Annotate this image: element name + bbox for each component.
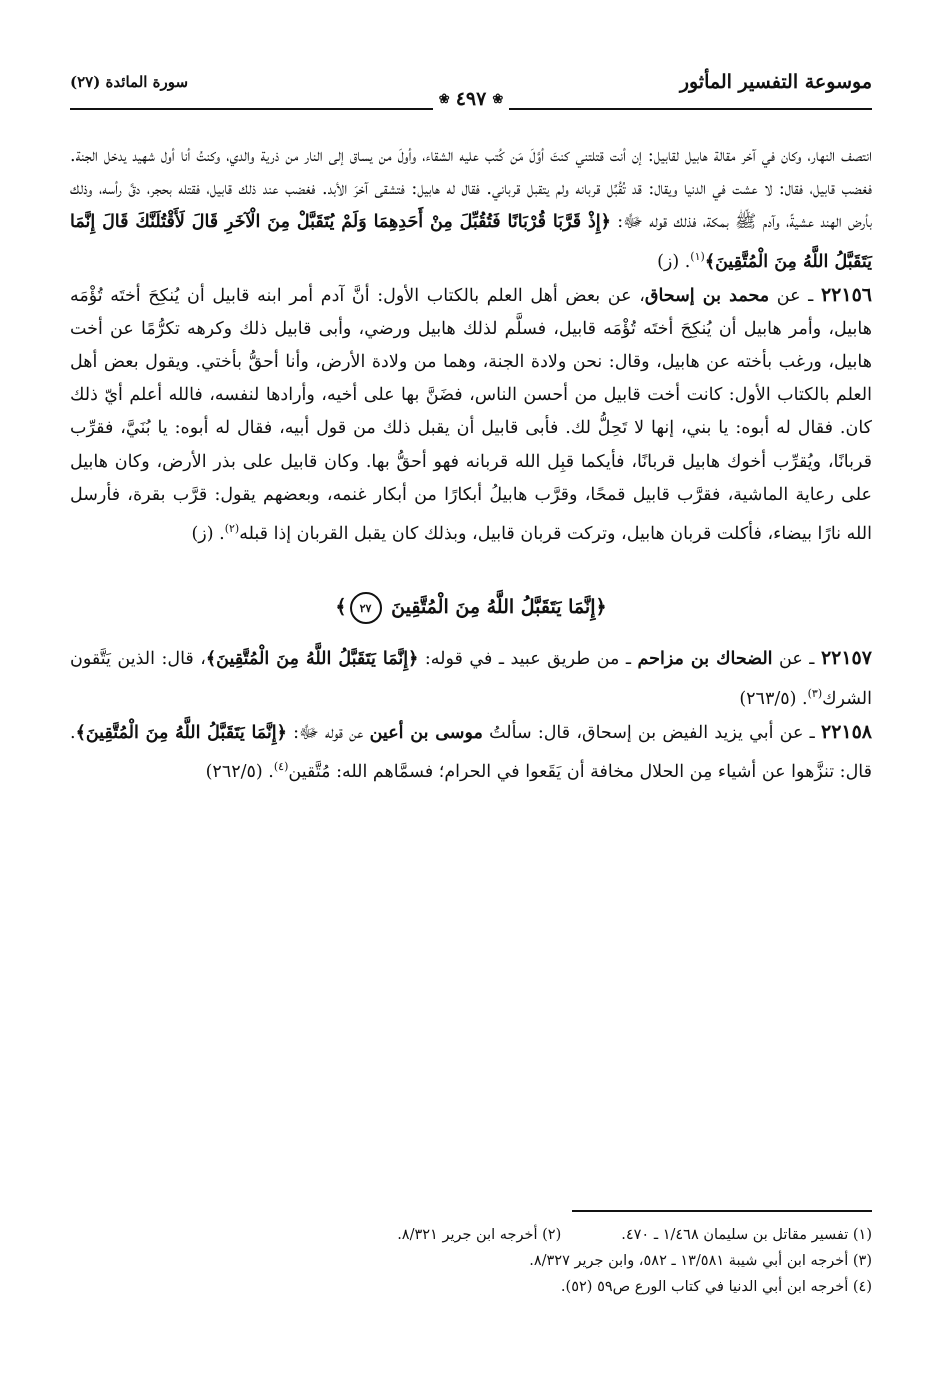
ornament-icon: ❀ (492, 91, 504, 107)
hadith-number: ٢٢١٥٨ (820, 720, 873, 743)
paragraph-text: ـ عن (772, 649, 821, 670)
paragraph-text: ـ عن أبي يزيد الفيض بن إسحاق، قال: سألتُ (482, 722, 821, 743)
footnote-ref: (٤) (273, 759, 289, 773)
verse-text: ﴿إِنَّمَا يَتَقَبَّلُ اللَّهُ مِنَ الْمُتَّقِينَ (391, 596, 607, 619)
footnote-ref: (٢) (224, 522, 240, 536)
footnote-rule (572, 1210, 872, 1212)
footnote-row (70, 1222, 872, 1248)
paragraph-text: ، قال: الذين يَتَّقون الشرك (70, 649, 872, 709)
narrator-name: الضحاك بن مزاحم (637, 649, 773, 670)
footnote: (١) تفسير مقاتل بن سليمان ١/٤٦٨ ـ ٤٧٠. (621, 1227, 872, 1243)
footnotes (70, 1222, 872, 1300)
main-text (70, 140, 872, 789)
verse-heading (70, 591, 872, 624)
page-number: ٤٩٧ (455, 88, 487, 110)
footnote-ref: (٣) (807, 686, 823, 700)
quran-quote: ﴿إِنَّمَا يَتَقَبَّلُ اللَّهُ مِنَ الْمُتَّقِينَ﴾ (75, 722, 287, 743)
page-number-box (433, 88, 509, 110)
paragraph (70, 642, 872, 715)
paragraph-tail: . (٢٦٣/٥) (739, 688, 808, 709)
hadith-number: ٢٢١٥٧ (820, 647, 872, 670)
paragraph (70, 716, 872, 789)
narrator-name: موسى بن أعين (369, 722, 483, 743)
paragraph-text: . قال: تنزَّهوا عن أشياء مِن الحلال مخافة أن يَقَعوا في الحرام؛ فسمَّاهم الله: مُتَّقين (70, 722, 872, 782)
paragraph-tail: . (٢٦٢/٥) (205, 761, 274, 782)
paragraph-text: ، عن بعض أهل العلم بالكتاب الأول: أنَّ آدم أمر ابنه قابيل أن يُنكِحَ أختَه تُؤْمَه هابيل، وأمر هابيل أن يُنكِحَ أختَه تُؤْمَه قابيل، فسلَّم لذلك هابيل ورضي، وأبى قابيل ذلك وكرهه تكرُّمًا عن أخت هابيل، ورغب بأخته عن هابيل، وقال: نحن ولادة الجنة، وهما من ولادة الأرض، وأنا أحقُّ بأختي. ويقول بعض أهل العلم بالكتاب الأول: كانت أخت قابيل من أحسن الناس، فضَنَّ بها على أخيه، وأرادها لنفسه، فالله أعلم أيّ ذلك كان. فقال له أبوه: يا بني، إنها لا تَحِلُّ لك. فأبى قابيل أن يقبل ذلك من قول أبيه، فقال له أبوه: يا بُنَيَّ، فقرِّب قربانًا، ويُقرِّب أخوك هابيل قربانًا، فأيكما قبِل الله قربانه فهو أحقُّ بها. وكان قابيل على بذر الأرض، وكان هابيل على رعاية الماشية، فقرَّب قابيل قمحًا، وقرَّب هابيلُ أبكارًا من أبكار غنمه، وبعضهم يقول: قرَّب بقرة، فأرسل الله نارًا بيضاء، فأكلت قربان هابيل، وتركت قربان قابيل، وبذلك كان يقبل القربان إذا قبله (70, 285, 872, 544)
narrator-name: محمد بن إسحاق (644, 285, 770, 306)
paragraph (70, 140, 872, 279)
paragraph (70, 279, 872, 551)
ornament-icon: ❀ (438, 91, 450, 107)
ayah-number-icon: ٢٧ (350, 592, 382, 624)
paragraph-tail: . (ز) (657, 251, 691, 272)
footnote: (٤) أخرجه ابن أبي الدنيا في كتاب الورع ص٥٩ (٥٢). (560, 1279, 872, 1295)
paragraph-text: ـ عن (769, 285, 821, 306)
quran-quote: ﴿إِذْ قَرَّبَا قُرْبَانًا فَتُقُبِّلَ مِنْ أَحَدِهِمَا وَلَمْ يُتَقَبَّلْ مِنَ الْآخَرِ قَالَ لَأَقْتُلَنَّكَ قَالَ إِنَّمَا يَتَقَبَّلُ اللَّهُ مِنَ الْمُتَّقِينَ﴾ (70, 212, 872, 272)
header-rule (70, 88, 872, 110)
footnote: (٣) أخرجه ابن أبي شيبة ١٣/٥٨١ ـ ٥٨٢، وابن جرير ٨/٣٢٧. (529, 1253, 872, 1269)
book-title: موسوعة التفسير المأثور (679, 71, 872, 93)
footnote-ref: (١) (690, 249, 705, 263)
footnote: (٢) أخرجه ابن جرير ٨/٣٢١. (397, 1227, 562, 1243)
verse-close: ﴾ (335, 596, 347, 619)
paragraph-text: عن قوله ﷻ: (286, 722, 370, 743)
quran-quote: ﴿إِنَّمَا يَتَقَبَّلُ اللَّهُ مِنَ الْمُتَّقِينَ﴾ (205, 649, 419, 670)
paragraph-text: انتصف النهار، وكان في آخر مقالة هابيل لقابيل: إن أنت قتلتني كنتَ أوَّلَ مَن كُتب عليه الشقاء، وأولَ من يساق إلى النار من ذرية والدي، وكنتُ أنا أول شهيد يدخل الجنة. فغضب قابيل، فقال: لا عشت في الدنيا ويقال: قد تُقُبِّل قربانه ولم يتقبل قرباني. فقال له هابيل: فتشقى آخرَ الأبد. فغضب عند ذلك قابيل، فقتله بحجر، دقَّ رأسه، وذلك بأرض الهند عشيةً، وآدم ﷺ بمكة، فذلك قوله ﷻ: (70, 146, 873, 233)
surah-label: سورة المائدة (٢٧) (70, 73, 189, 91)
paragraph-tail: . (ز) (191, 523, 225, 544)
paragraph-text: ـ من طريق عبيد ـ في قوله: (418, 649, 638, 670)
hadith-number: ٢٢١٥٦ (820, 283, 872, 306)
